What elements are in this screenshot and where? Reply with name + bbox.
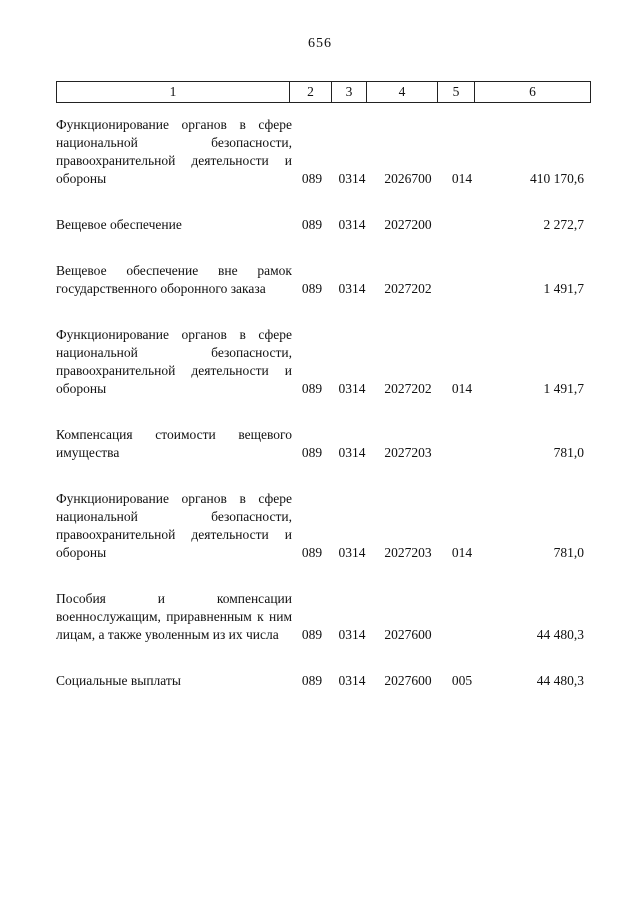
expense-type-cell: 014 bbox=[451, 171, 473, 186]
amount-cell: 781,0 bbox=[553, 545, 584, 560]
target-article-cell: 2027600 bbox=[384, 627, 432, 642]
amount-cell: 410 170,6 bbox=[530, 171, 584, 186]
table-row bbox=[56, 644, 584, 690]
amount-cell: 2 272,7 bbox=[543, 217, 584, 232]
row-name-cell: Функционирование органов в сфере национальной безопасности, правоохранительной деятельности и обороны bbox=[56, 327, 292, 396]
ch-code-cell: 089 bbox=[301, 673, 323, 688]
table-row bbox=[56, 398, 584, 462]
expense-type-cell bbox=[444, 188, 480, 234]
header-col-1: 1 bbox=[57, 82, 290, 103]
ch-code-cell: 089 bbox=[301, 445, 323, 460]
target-article-cell: 2027203 bbox=[384, 545, 432, 560]
target-article-cell: 2027203 bbox=[384, 445, 432, 460]
table-header-row bbox=[57, 82, 591, 103]
expense-type-cell bbox=[444, 234, 480, 298]
section-code-cell: 0314 bbox=[338, 217, 366, 232]
target-article-cell: 2027200 bbox=[384, 217, 432, 232]
section-code-cell: 0314 bbox=[338, 381, 366, 396]
section-code-cell: 0314 bbox=[338, 545, 366, 560]
expense-type-cell bbox=[444, 562, 480, 644]
ch-code-cell: 089 bbox=[301, 545, 323, 560]
section-code-cell: 0314 bbox=[338, 627, 366, 642]
expense-type-cell bbox=[444, 398, 480, 462]
amount-cell: 44 480,3 bbox=[536, 627, 584, 642]
row-name-cell: Вещевое обеспечение bbox=[56, 217, 182, 232]
table-row bbox=[56, 298, 584, 398]
header-col-6: 6 bbox=[475, 82, 591, 103]
section-code-cell: 0314 bbox=[338, 445, 366, 460]
table-row bbox=[56, 188, 584, 234]
target-article-cell: 2027202 bbox=[384, 281, 432, 296]
row-name-cell: Компенсация стоимости вещевого имущества bbox=[56, 427, 292, 460]
section-code-cell: 0314 bbox=[338, 281, 366, 296]
expense-type-cell: 014 bbox=[451, 381, 473, 396]
table-row bbox=[56, 234, 584, 298]
amount-cell: 44 480,3 bbox=[536, 673, 584, 688]
header-col-5: 5 bbox=[438, 82, 475, 103]
section-code-cell: 0314 bbox=[338, 673, 366, 688]
header-col-3: 3 bbox=[332, 82, 367, 103]
row-name-cell: Вещевое обеспечение вне рамок государственного оборонного заказа bbox=[56, 263, 292, 296]
table-row bbox=[56, 462, 584, 562]
header-col-4: 4 bbox=[367, 82, 438, 103]
header-col-2: 2 bbox=[290, 82, 332, 103]
row-name-cell: Функционирование органов в сфере национальной безопасности, правоохранительной деятельности и обороны bbox=[56, 117, 292, 186]
target-article-cell: 2026700 bbox=[384, 171, 432, 186]
ch-code-cell: 089 bbox=[301, 281, 323, 296]
amount-cell: 781,0 bbox=[553, 445, 584, 460]
amount-cell: 1 491,7 bbox=[543, 381, 584, 396]
ch-code-cell: 089 bbox=[301, 381, 323, 396]
ch-code-cell: 089 bbox=[301, 217, 323, 232]
table-row bbox=[56, 562, 584, 644]
expense-type-cell: 005 bbox=[451, 673, 473, 688]
amount-cell: 1 491,7 bbox=[543, 281, 584, 296]
budget-table-body bbox=[56, 104, 584, 690]
row-name-cell: Социальные выплаты bbox=[56, 673, 181, 688]
target-article-cell: 2027600 bbox=[384, 673, 432, 688]
table-row bbox=[56, 104, 584, 188]
row-name-cell: Функционирование органов в сфере национальной безопасности, правоохранительной деятельности и обороны bbox=[56, 491, 292, 560]
ch-code-cell: 089 bbox=[301, 171, 323, 186]
page-number: 656 bbox=[308, 36, 332, 51]
target-article-cell: 2027202 bbox=[384, 381, 432, 396]
table-header bbox=[56, 81, 591, 103]
expense-type-cell: 014 bbox=[451, 545, 473, 560]
row-name-cell: Пособия и компенсации военнослужащим, приравненным к ним лицам, а также уволенным из их числа bbox=[56, 591, 292, 642]
ch-code-cell: 089 bbox=[301, 627, 323, 642]
section-code-cell: 0314 bbox=[338, 171, 366, 186]
